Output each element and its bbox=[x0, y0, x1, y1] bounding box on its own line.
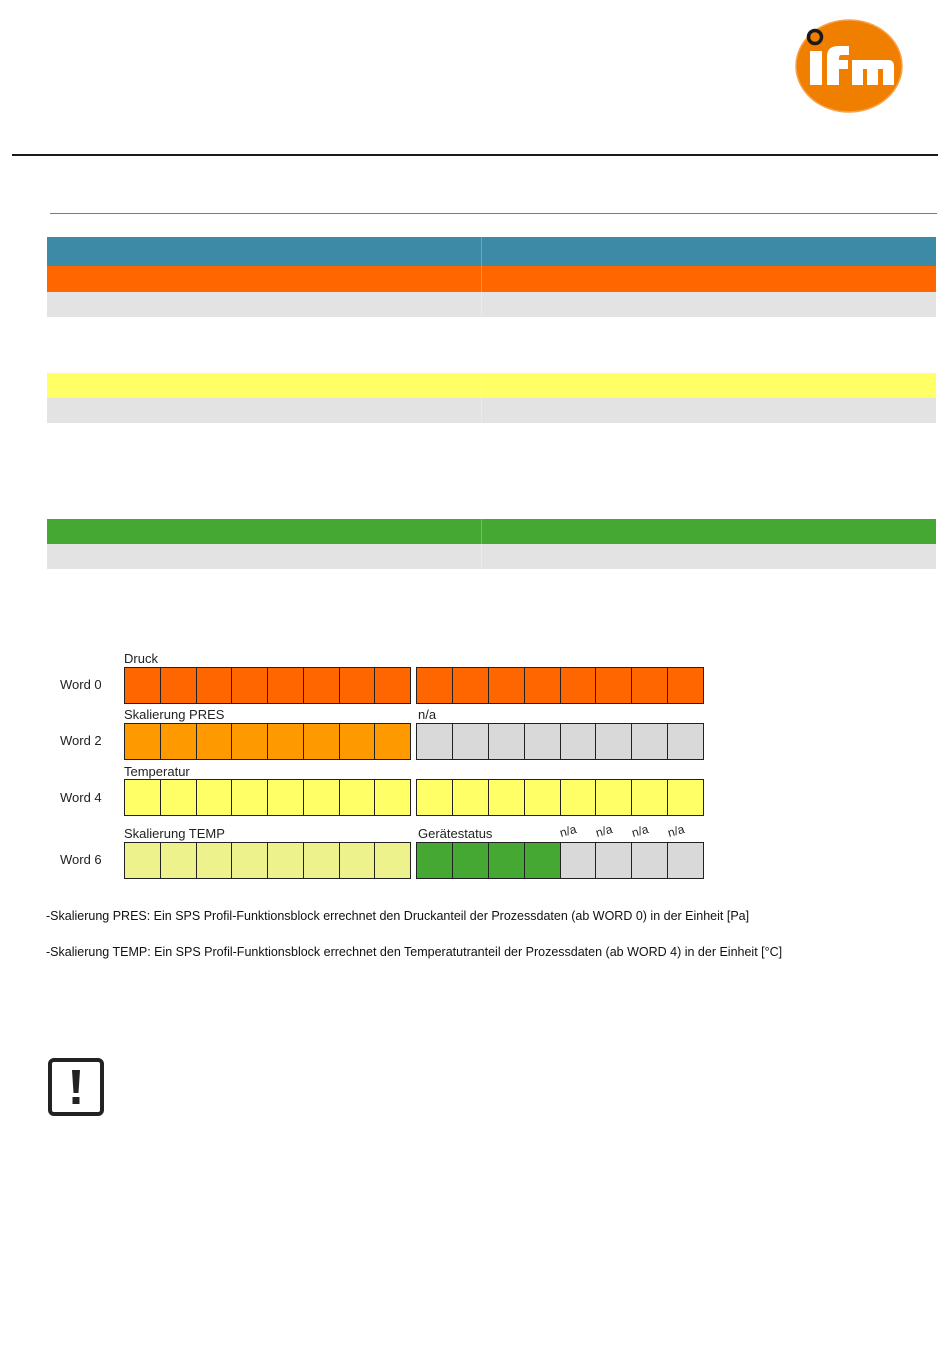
bit-cell bbox=[125, 780, 161, 815]
bit-cell bbox=[453, 780, 489, 815]
byte-low bbox=[416, 779, 704, 816]
table-cell bbox=[482, 519, 936, 544]
bit-na-label: n/a bbox=[666, 821, 687, 840]
bit-cell bbox=[668, 724, 703, 759]
bit-cell bbox=[596, 724, 632, 759]
byte-high bbox=[124, 842, 411, 879]
table-row-grey bbox=[47, 544, 936, 569]
table-row-green bbox=[47, 519, 936, 544]
bit-cell bbox=[161, 668, 197, 703]
bit-cell bbox=[417, 843, 453, 878]
bit-cell bbox=[596, 668, 632, 703]
note-skalierung-pres: -Skalierung PRES: Ein SPS Profil-Funktionsblock errechnet den Druckanteil der Prozessdaten (ab WORD 0) in der Einheit [Pa] bbox=[46, 909, 750, 923]
bit-na-label: n/a bbox=[630, 821, 651, 840]
table-row-orange bbox=[47, 266, 936, 292]
table-cell bbox=[47, 237, 482, 266]
table-cell bbox=[482, 292, 936, 317]
bit-cell bbox=[525, 780, 561, 815]
word-label: Word 0 bbox=[60, 677, 102, 692]
table-cell bbox=[482, 266, 936, 292]
byte-high bbox=[124, 723, 411, 760]
bit-cell bbox=[489, 668, 525, 703]
field-label-druck: Druck bbox=[124, 651, 158, 666]
bit-cell bbox=[304, 724, 340, 759]
bit-cell bbox=[596, 843, 632, 878]
bit-cell bbox=[417, 724, 453, 759]
table-cell bbox=[482, 237, 936, 266]
bit-cell bbox=[632, 780, 668, 815]
bit-cell bbox=[375, 668, 410, 703]
bit-cell bbox=[561, 668, 597, 703]
byte-low bbox=[416, 723, 704, 760]
bit-cell bbox=[525, 668, 561, 703]
bit-cell bbox=[340, 724, 376, 759]
table-cell bbox=[482, 373, 936, 398]
note-skalierung-temp: -Skalierung TEMP: Ein SPS Profil-Funktionsblock errechnet den Temperatutranteil der Prozessdaten (ab WORD 4) in der Einheit [°C] bbox=[46, 945, 783, 959]
section-divider bbox=[50, 213, 937, 214]
bit-cell bbox=[668, 780, 703, 815]
bit-cell bbox=[161, 780, 197, 815]
bit-cell bbox=[375, 780, 410, 815]
byte-low bbox=[416, 842, 704, 879]
bit-cell bbox=[668, 668, 703, 703]
table-row-yellow bbox=[47, 373, 936, 398]
table-cell bbox=[47, 266, 482, 292]
byte-high bbox=[124, 667, 411, 704]
bit-cell bbox=[417, 668, 453, 703]
bit-cell bbox=[161, 843, 197, 878]
byte-high bbox=[124, 779, 411, 816]
bit-cell bbox=[340, 668, 376, 703]
table-cell bbox=[47, 544, 482, 569]
word-label: Word 4 bbox=[60, 790, 102, 805]
bit-cell bbox=[232, 668, 268, 703]
bit-cell bbox=[453, 724, 489, 759]
word-label: Word 6 bbox=[60, 852, 102, 867]
table-row-grey bbox=[47, 398, 936, 423]
bit-cell bbox=[632, 843, 668, 878]
bit-cell bbox=[197, 780, 233, 815]
bit-cell bbox=[375, 724, 410, 759]
table-cell bbox=[482, 544, 936, 569]
bit-cell bbox=[596, 780, 632, 815]
bit-cell bbox=[125, 843, 161, 878]
field-label-na: n/a bbox=[418, 707, 437, 722]
table-row-grey bbox=[47, 292, 936, 317]
bit-cell bbox=[561, 724, 597, 759]
bit-cell bbox=[304, 668, 340, 703]
bit-cell bbox=[268, 780, 304, 815]
table-cell bbox=[482, 398, 936, 423]
bit-cell bbox=[668, 843, 703, 878]
bit-cell bbox=[489, 843, 525, 878]
table-cell bbox=[47, 373, 482, 398]
bit-cell bbox=[340, 780, 376, 815]
bit-cell bbox=[525, 843, 561, 878]
field-label-skalierung-temp: Skalierung TEMP bbox=[124, 826, 225, 841]
bit-cell bbox=[304, 780, 340, 815]
bit-cell bbox=[232, 724, 268, 759]
bit-cell bbox=[268, 668, 304, 703]
bit-na-label: n/a bbox=[558, 821, 579, 840]
bit-cell bbox=[453, 668, 489, 703]
bit-cell bbox=[525, 724, 561, 759]
bit-cell bbox=[489, 780, 525, 815]
table-cell bbox=[47, 519, 482, 544]
bit-cell bbox=[197, 724, 233, 759]
header-divider bbox=[12, 154, 938, 156]
bit-cell bbox=[340, 843, 376, 878]
field-label-geraetestatus: Gerätestatus bbox=[418, 826, 493, 841]
exclamation-warning-icon bbox=[48, 1058, 104, 1116]
bit-cell bbox=[268, 843, 304, 878]
bit-cell bbox=[161, 724, 197, 759]
bit-cell bbox=[268, 724, 304, 759]
bit-cell bbox=[125, 724, 161, 759]
bit-cell bbox=[632, 724, 668, 759]
bit-cell bbox=[375, 843, 410, 878]
bit-cell bbox=[453, 843, 489, 878]
ifm-logo-icon bbox=[793, 18, 905, 114]
bit-cell bbox=[561, 843, 597, 878]
table-header-row bbox=[47, 237, 936, 266]
bit-cell bbox=[232, 843, 268, 878]
bit-cell bbox=[232, 780, 268, 815]
bit-cell bbox=[417, 780, 453, 815]
table-cell bbox=[47, 398, 482, 423]
field-label-temperatur: Temperatur bbox=[124, 764, 190, 779]
bit-cell bbox=[632, 668, 668, 703]
field-label-skalierung-pres: Skalierung PRES bbox=[124, 707, 225, 722]
word-label: Word 2 bbox=[60, 733, 102, 748]
bit-cell bbox=[197, 668, 233, 703]
table-cell bbox=[47, 292, 482, 317]
bit-cell bbox=[125, 668, 161, 703]
bit-cell bbox=[489, 724, 525, 759]
bit-cell bbox=[197, 843, 233, 878]
bit-cell bbox=[561, 780, 597, 815]
bit-na-label: n/a bbox=[594, 821, 615, 840]
byte-low bbox=[416, 667, 704, 704]
bit-cell bbox=[304, 843, 340, 878]
